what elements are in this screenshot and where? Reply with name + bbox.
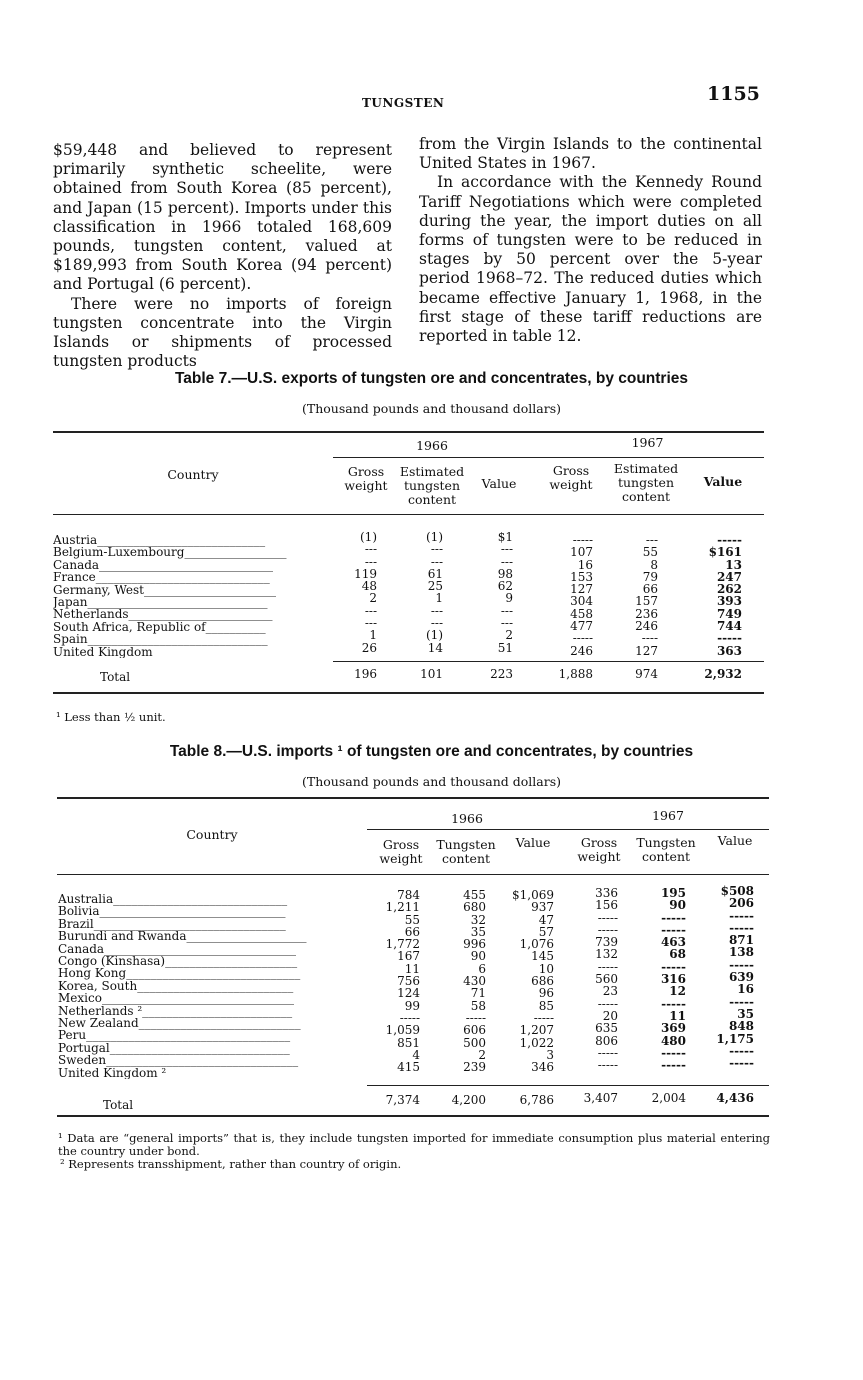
table8-col-value-1967: $508 206 ----- ----- 871 138 ----- 639 16 ----- 35 848 1,175 ----- -----	[716, 884, 754, 1071]
table8-gross-1966: Gross weight	[379, 837, 423, 866]
table8-subcaption: (Thousand pounds and thousand dollars)	[301, 774, 561, 789]
table7-caption: Table 7.—U.S. exports of tungsten ore and concentrates, by countries	[174, 370, 689, 387]
table7-total-rule	[333, 661, 764, 662]
table7-col-est-1966: (1) --- --- 61 25 1 --- --- (1) 14	[426, 530, 443, 655]
table7-country-list: Austria____________________________ Belgium-Luxembourg_________________ Canada_____________________________ France_____________________________ Germany, West______________________ Japan______________________________ Netherlands________________________ South Africa, Republic of__________ Spain______________________________ United Kingdom_____________________	[53, 534, 287, 659]
table8-footnote-1: ¹ Data are “general imports” that is, they include tungsten imported for immediate consumption plus material entering the country under bond.	[58, 1131, 770, 1158]
table7-header-rule	[53, 514, 764, 515]
table7-col-gross-1966: (1) --- --- 119 48 2 --- --- 1 26	[354, 530, 377, 655]
table7-est-1967: Estimated tungsten content	[613, 461, 679, 504]
table7-year-1967: 1967	[631, 435, 664, 450]
table7-total-label: Total__________________________	[100, 671, 287, 684]
table8-country-header: Country	[186, 827, 238, 842]
table7-est-1966: Estimated tungsten content	[399, 464, 465, 507]
table7-col-gross-1967: ----- 107 16 153 127 304 458 477 ----- 246	[570, 533, 593, 658]
table8-col-value-1966: $1,069 937 47 57 1,076 145 10 686 96 85 ----- 1,207 1,022 3 346	[512, 888, 554, 1075]
table7-bottom-rule	[53, 692, 764, 694]
table8-col-gross-1967: 336 156 ----- ----- 739 132 ----- 560 23 ----- 20 635 806 ----- -----	[595, 886, 618, 1073]
table8-top-rule	[57, 797, 769, 799]
table8-country-list: Australia_____________________________ Bolivia_______________________________ Brazil________________________________ Burundi and Rwanda____________________ Canada________________________________ Congo (Kinshasa)______________________ Hong Kong_____________________________ Korea, South__________________________ Mexico________________________________ Netherlands ²_________________________ New Zealand___________________________ Peru__________________________________ Portugal______________________________ Sweden________________________________ United Kingdom ²______________________	[58, 893, 307, 1080]
table7-total-value-1967: 2,932	[704, 667, 742, 681]
table7-top-rule	[53, 431, 764, 433]
paragraph: $59,448 and believed to represent primarily synthetic scheelite, were obtained from South Korea (85 percent), and Japan (15 percent). Imports under this classification in 1966 totaled 168,609 pounds, tungsten content, valued at $189,993 from South Korea (94 percent) and Portugal (6 percent).	[53, 141, 392, 294]
table7-value-1967: Value	[703, 474, 743, 489]
table7-year-rule	[333, 457, 764, 458]
table7-col-est-1967: --- 55 8 79 66 157 236 246 ---- 127	[635, 533, 658, 658]
table8-col-tung-1966: 455 680 32 35 996 90 6 430 71 58 ----- 606 500 2 239	[463, 888, 486, 1075]
table8-total-label: Total______________________________	[103, 1099, 314, 1112]
table7-year-1966: 1966	[416, 438, 448, 453]
table7-gross-1967: Gross weight	[549, 463, 593, 492]
table7-gross-1966: Gross weight	[344, 464, 388, 493]
table7-total-gross-1967: 1,888	[558, 667, 593, 681]
table8-tung-1966: Tungsten content	[436, 837, 496, 866]
page-number: 1155	[707, 83, 760, 105]
table8-year-rule	[367, 829, 769, 830]
paragraph: from the Virgin Islands to the continental United States in 1967.	[419, 135, 762, 173]
table8-total-tung-1966: 4,200	[451, 1093, 486, 1107]
table8-year-1966: 1966	[451, 811, 483, 826]
table8-year-1967: 1967	[652, 808, 684, 823]
table8-value-1967: Value	[717, 833, 753, 848]
table7-total-est-1967: 974	[635, 667, 658, 681]
table7-col-value-1967: ----- $161 13 247 262 393 749 744 ----- 363	[708, 533, 742, 658]
table8-caption: Table 8.—U.S. imports ¹ of tungsten ore and concentrates, by countries	[169, 743, 694, 760]
table8-header-rule	[57, 874, 769, 875]
table8-bottom-rule	[57, 1115, 769, 1117]
paragraph: In accordance with the Kennedy Round Tariff Negotiations which were completed during the year, the import duties on all forms of tungsten were to be reduced in stages by 50 percent over the 5-year period 1968–72. The reduced duties which became effective January 1, 1968, in the first stage of these tariff reductions are reported in table 12.	[419, 173, 762, 346]
table8-gross-1967: Gross weight	[577, 835, 621, 864]
table7-country-header: Country	[167, 467, 219, 482]
table8-col-gross-1966: 784 1,211 55 66 1,772 167 11 756 124 99 ----- 1,059 851 4 415	[385, 888, 420, 1075]
table7-total-est-1966: 101	[420, 667, 443, 681]
table8-total-gross-1967: 3,407	[583, 1091, 618, 1105]
table8-tung-1967: Tungsten content	[636, 835, 696, 864]
table8-total-value-1966: 6,786	[519, 1093, 554, 1107]
body-column-left	[53, 141, 392, 371]
table8-footnote-2: ² Represents transshipment, rather than country of origin.	[60, 1157, 402, 1171]
table7-total-value-1966: 223	[490, 667, 513, 681]
table8-total-rule	[367, 1085, 769, 1086]
table7-subcaption: (Thousand pounds and thousand dollars)	[301, 401, 561, 416]
paragraph: There were no imports of foreign tungsten concentrate into the Virgin Islands or shipments of processed tungsten products	[53, 294, 392, 371]
table7-footnote: ¹ Less than ½ unit.	[56, 710, 166, 724]
table8-value-1966: Value	[515, 835, 551, 850]
table8-total-tung-1967: 2,004	[651, 1091, 686, 1105]
table7-total-gross-1966: 196	[354, 667, 377, 681]
running-head: TUNGSTEN	[362, 96, 445, 110]
table7-value-1966: Value	[481, 476, 517, 491]
body-column-right	[419, 135, 762, 346]
table7-col-value-1966: $1 --- --- 98 62 9 --- --- 2 51	[497, 530, 513, 655]
table8-total-gross-1966: 7,374	[385, 1093, 420, 1107]
table8-col-tung-1967: 195 90 ----- ----- 463 68 ----- 316 12 ----- 11 369 480 ----- -----	[660, 886, 686, 1073]
table8-total-value-1967: 4,436	[716, 1091, 754, 1105]
